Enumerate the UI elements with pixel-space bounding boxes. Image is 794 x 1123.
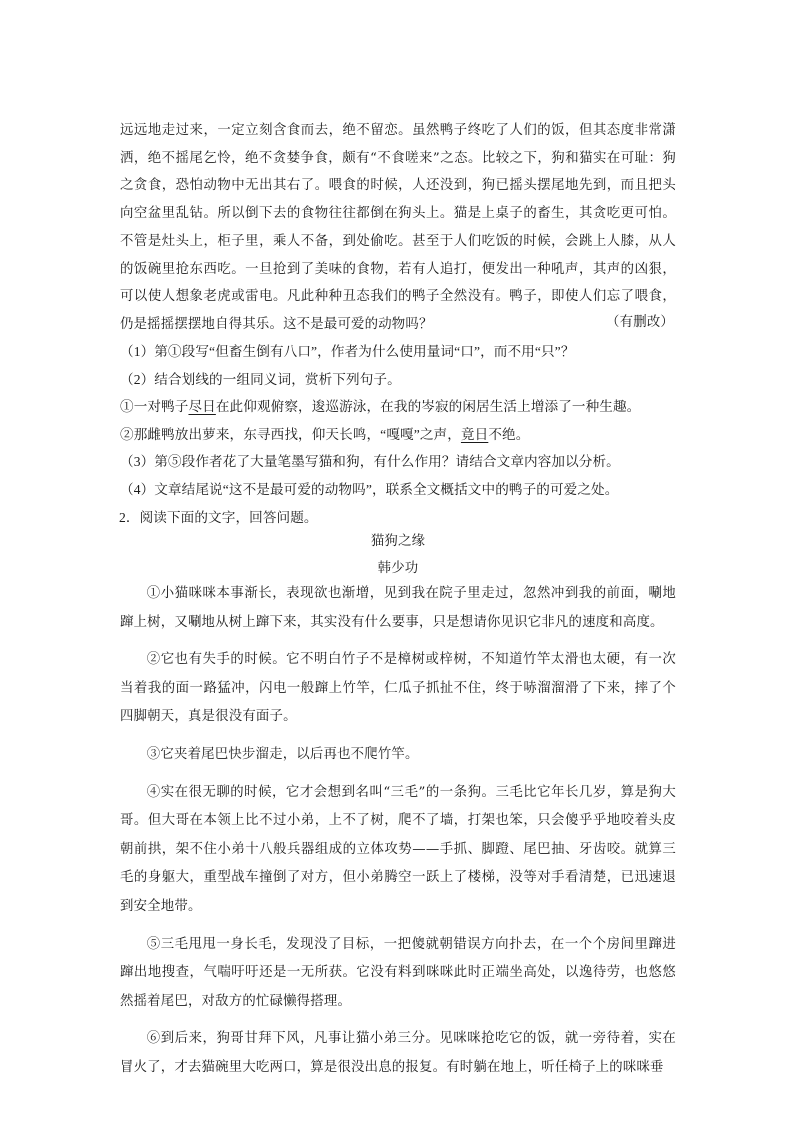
sentence-1-end: 在此仰观俯察，逡巡游泳，在我的岑寂的闲居生活上增添了一种生趣。 bbox=[215, 399, 641, 415]
essay2-paragraph-1: ①小猫咪咪本事渐长，表现欲也渐增，见到我在院子里走过，忽然冲到我的前面，唰地蹿上树，又唰地从树上蹿下来，其实没有什么要事，只是想请你见识它非凡的速度和高度。 bbox=[120, 586, 676, 630]
underlined-word-1: 尽日 bbox=[188, 399, 216, 415]
sentence-1-start: ①一对鸭子 bbox=[120, 399, 189, 415]
essay2-paragraph-4: ④实在很无聊的时候，它才会想到名叫“三毛”的一条狗。三毛比它年长几岁，算是狗大哥。但大哥在本领上比不过小弟，上不了树，爬不了墙，打架也笨，只会傻乎乎地咬着头皮朝前拱，架不住小弟十八般兵器组成的立体攻势——手抓、脚蹬、尾巴抽、牙齿咬。就算三毛的身躯大，重型战车撞倒了对方，但小弟腾空一跃上了楼梯，没等对手看清楚，已迅速退到安全地带。 bbox=[120, 784, 676, 914]
essay2-title: 猫狗之缘 bbox=[370, 534, 426, 549]
question-4: （4）文章结尾说“这不是最可爱的动物吗”，联系全文概括文中的鸭子的可爱之处。 bbox=[120, 481, 619, 497]
underlined-word-2: 竟日 bbox=[460, 426, 489, 442]
essay2-passage bbox=[120, 580, 676, 1092]
sentence-2-start: ②那雌鸭放出萝来，东寻西找，仰天长鸣，“嘎嘎”之声， bbox=[120, 426, 461, 442]
sentence-2 bbox=[120, 421, 676, 449]
question-1: （1）第①段写“但畜生倒有八口”，作者为什么使用量词“口”，而不用“只”？ bbox=[120, 344, 575, 359]
essay2-paragraph-6: ⑥到后来，狗哥甘拜下风，凡事让猫小弟三分。见咪咪抢吃它的饭，就一旁待着，实在冒火了，才去猫碗里大吃两口，算是很没出息的报复。有时躺在地上，听任椅子上的咪咪垂 bbox=[120, 1031, 676, 1075]
sentence-1 bbox=[120, 393, 676, 421]
essay2-author: 韩少功 bbox=[377, 561, 419, 576]
essay1-passage bbox=[120, 117, 676, 339]
essay2-paragraph-3: ③它夹着尾巴快步溜走，以后再也不爬竹竿。 bbox=[146, 746, 419, 762]
essay2-header bbox=[120, 532, 676, 579]
source-note: （有删改） bbox=[606, 315, 674, 330]
question-2: （2）结合划线的一组同义词，赏析下列句子。 bbox=[120, 371, 401, 387]
question-3: （3）第⑤段作者花了大量笔墨写猫和狗，有什么作用？请结合文章内容加以分析。 bbox=[120, 454, 620, 470]
essay2-paragraph-2: ②它也有失手的时候。它不明白竹子不是樟树或梓树，不知道竹竿太滑也太硬，有一次当着我的面一路猛冲，闪电一般蹿上竹竿，仁瓜子抓扯不住，终于哧溜溜滑了下来，摔了个四脚朝天，真是很没有面子。 bbox=[120, 652, 676, 725]
sentence-2-end: 不绝。 bbox=[488, 426, 530, 442]
essay1-source bbox=[120, 313, 676, 333]
essay1-paragraph: 远远地走过来，一定立刻含食而去，绝不留恋。虽然鸭子终吃了人们的饭，但其态度非常潇洒，绝不摇尾乞怜，绝不贪婪争食，颇有“不食嗟来”之态。比较之下，狗和猫实在可耻：狗之贪食，恐怕动物中无出其右了。喂食的时候，人还没到，狗已摇头摆尾地先到，而且把头向空盆里乱钻。所以倒下去的食物往往都倒在狗头上。猫是上桌子的畜生，其贪吃更可怕。不管是灶头上，柜子里，乘人不备，到处偷吃。甚至于人们吃饭的时候，会跳上人膝，从人的饭碗里抢东西吃。一旦抢到了美味的食物，若有人追打，便发出一种吼声，其声的凶狠，可以使人想象老虎或雷电。凡此种种丑态我们的鸭子全然没有。鸭子，即使人们忘了喂食，仍是摇摇摆摆地自得其乐。这不是最可爱的动物吗？ bbox=[120, 123, 676, 332]
question-block bbox=[120, 338, 676, 531]
essay2-paragraph-5: ⑤三毛甩甩一身长毛，发现没了目标，一把傻就朝错误方向扑去，在一个个房间里蹿进蹿出地搜查，气喘吁吁还是一无所获。它没有料到咪咪此时正端坐高处，以逸待劳，也悠悠然摇着尾巴，对敌方的忙碌懒得搭理。 bbox=[120, 936, 676, 1009]
task-2-heading: 2．阅读下面的文字，回答问题。 bbox=[119, 509, 318, 525]
